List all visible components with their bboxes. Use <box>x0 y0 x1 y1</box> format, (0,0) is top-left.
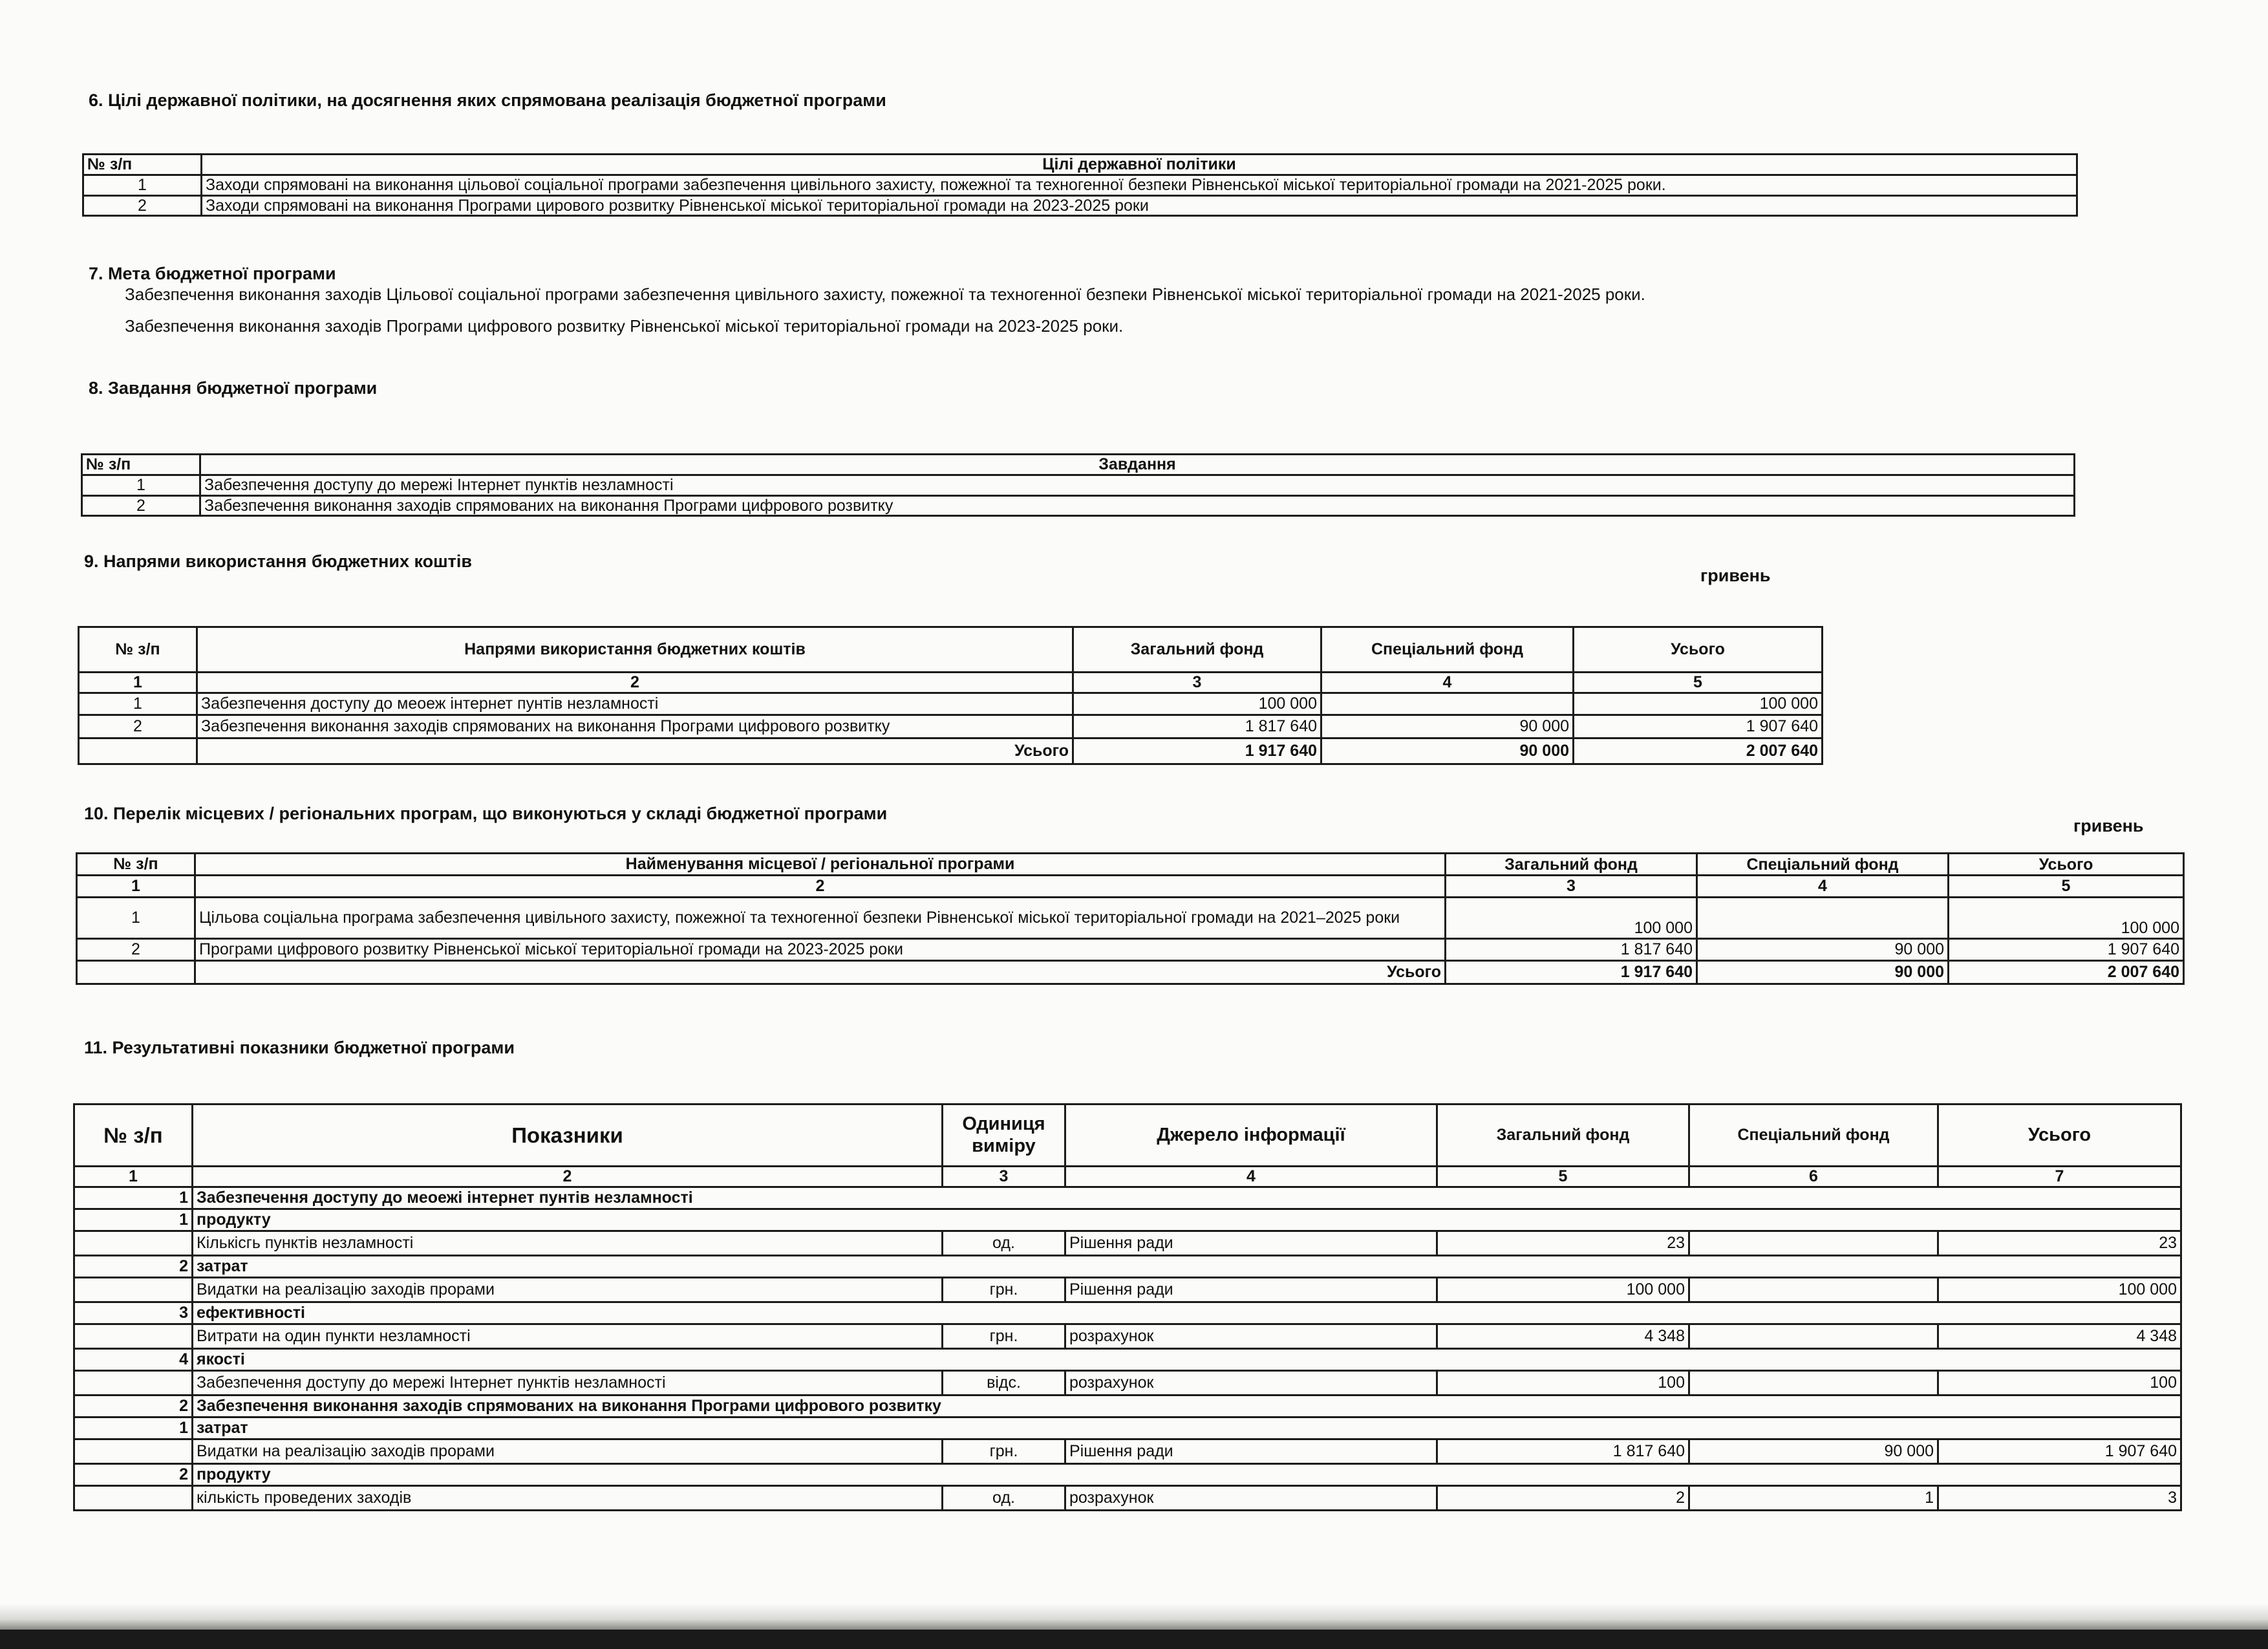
table-row <box>74 1277 2181 1302</box>
blank-cell <box>74 1439 193 1463</box>
group-title: якості <box>193 1348 2181 1370</box>
special-fund-value: 1 <box>1689 1485 1938 1510</box>
col-num: № з/п <box>77 854 195 876</box>
col-indicator: Показники <box>193 1105 943 1167</box>
table-row <box>77 939 2184 961</box>
row-text: Заходи спрямовані на виконання Програми цирового розвитку Рівненської міської територіальної громади на 2023-2025 роки <box>202 195 2077 216</box>
currency-unit: гривень <box>2073 816 2144 835</box>
col-num: № з/п <box>74 1105 193 1167</box>
indicator-name: Витрати на один пункти незламності <box>193 1324 943 1348</box>
special-fund-value <box>1689 1324 1938 1348</box>
col-unit: Одиниця виміру <box>943 1105 1065 1167</box>
col-source: Джерело інформації <box>1065 1105 1437 1167</box>
blank-cell <box>74 1485 193 1510</box>
col-special-fund: Спеціальний фонд <box>1321 627 1574 673</box>
blank-cell <box>74 1324 193 1348</box>
blank-cell <box>74 1370 193 1395</box>
section-8-heading: 8. Завдання бюджетної програми <box>89 378 378 398</box>
section-10-heading: 10. Перелік місцевих / регіональних програм, що виконуються у складі бюджетної програми <box>84 804 888 823</box>
general-fund-value: 100 000 <box>1073 693 1321 715</box>
indicator-source: розрахунок <box>1065 1324 1437 1348</box>
section-11-heading: 11. Результативні показники бюджетної програми <box>84 1038 515 1057</box>
table-row <box>79 715 1823 738</box>
col-index: 1 <box>77 876 195 898</box>
col-index: 1 <box>79 673 197 693</box>
group-row <box>74 1209 2181 1231</box>
tasks-table <box>81 453 2075 517</box>
sum-special: 90 000 <box>1321 738 1574 764</box>
general-fund-value: 100 000 <box>1437 1277 1689 1302</box>
task-title: Забезпечення доступу до меоежі інтернет пунтів незламності <box>193 1187 2181 1209</box>
indicator-source: розрахунок <box>1065 1485 1437 1510</box>
policy-goals-table <box>82 153 2078 217</box>
general-fund-value: 23 <box>1437 1231 1689 1255</box>
goal-line-2: Забезпечення виконання заходів Програми цифрового розвитку Рівненської міської територіальної громади на 2023-2025 роки. <box>125 316 1124 336</box>
col-special-fund: Спеціальний фонд <box>1697 854 1949 876</box>
row-text: Цільова соціальна програма забезпечення цивільного захисту, пожежної та техногенної безпеки Рівненської міської територіальної громади на 2021–2025 роки <box>195 898 1446 939</box>
sum-general: 1 917 640 <box>1073 738 1321 764</box>
special-fund-value <box>1689 1370 1938 1395</box>
row-text: Забезпечення виконання заходів спрямованих на виконання Програми цифрового розвитку <box>197 715 1073 738</box>
group-title: продукту <box>193 1463 2181 1485</box>
table-row <box>82 475 2075 495</box>
goal-line-1: Забезпечення виконання заходів Цільової соціальної програми забезпечення цивільного захисту, пожежної та техногенної безпеки Рівненської міської територіальної громади на 2021-2025 роки. <box>125 285 1645 304</box>
sum-special: 90 000 <box>1697 961 1949 984</box>
indicator-unit: од. <box>943 1485 1065 1510</box>
total-value: 100 000 <box>1938 1277 2181 1302</box>
row-num: 1 <box>74 1417 193 1439</box>
total-value: 4 348 <box>1938 1324 2181 1348</box>
general-fund-value: 1 817 640 <box>1073 715 1321 738</box>
row-num: 1 <box>74 1209 193 1231</box>
indicator-name: Видатки на реалізацію заходів прорами <box>193 1439 943 1463</box>
group-title: затрат <box>193 1417 2181 1439</box>
blank-cell <box>77 961 195 984</box>
row-num: 2 <box>74 1255 193 1277</box>
col-num: № з/п <box>82 455 200 475</box>
scan-border <box>0 1630 2268 1649</box>
col-index: 4 <box>1065 1167 1437 1187</box>
table-row <box>74 1485 2181 1510</box>
indicator-source: Рішення ради <box>1065 1277 1437 1302</box>
col-index: 3 <box>1073 673 1321 693</box>
group-title: ефективності <box>193 1302 2181 1324</box>
indicator-unit: грн. <box>943 1439 1065 1463</box>
table-row <box>74 1439 2181 1463</box>
performance-indicators-table <box>73 1103 2182 1511</box>
sum-general: 1 917 640 <box>1446 961 1697 984</box>
general-fund-value: 100 000 <box>1446 898 1697 939</box>
row-text: Забезпечення доступу до меоеж інтернет пунтів незламності <box>197 693 1073 715</box>
general-fund-value: 1 817 640 <box>1446 939 1697 961</box>
total-value: 1 907 640 <box>1949 939 2184 961</box>
col-index: 2 <box>197 673 1073 693</box>
col-index: 1 <box>74 1167 193 1187</box>
special-fund-value <box>1689 1231 1938 1255</box>
col-index: 4 <box>1321 673 1574 693</box>
indicator-unit: відс. <box>943 1370 1065 1395</box>
table-row <box>74 1324 2181 1348</box>
table-row <box>74 1370 2181 1395</box>
sum-label: Усього <box>195 961 1446 984</box>
currency-unit: гривень <box>1700 566 1771 585</box>
table-row <box>79 693 1823 715</box>
col-index: 5 <box>1437 1167 1689 1187</box>
col-general-fund: Загальний фонд <box>1446 854 1697 876</box>
special-fund-value: 90 000 <box>1321 715 1574 738</box>
col-direction: Напрями використання бюджетних коштів <box>197 627 1073 673</box>
col-index: 6 <box>1689 1167 1938 1187</box>
col-goal: Цілі державної політики <box>202 155 2077 175</box>
indicator-name: Забезпечення доступу до мережі Інтернет пунктів незламності <box>193 1370 943 1395</box>
table-row <box>82 495 2075 516</box>
row-num: 4 <box>74 1348 193 1370</box>
group-row <box>74 1463 2181 1485</box>
special-fund-value <box>1689 1277 1938 1302</box>
row-num: 2 <box>83 195 202 216</box>
sum-total: 2 007 640 <box>1574 738 1823 764</box>
row-num: 1 <box>74 1187 193 1209</box>
row-num: 1 <box>77 898 195 939</box>
col-general-fund: Загальний фонд <box>1073 627 1321 673</box>
total-value: 100 000 <box>1574 693 1823 715</box>
sum-row <box>77 961 2184 984</box>
col-index: 7 <box>1938 1167 2181 1187</box>
budget-directions-table <box>78 626 1823 765</box>
section-9-heading: 9. Напрями використання бюджетних коштів <box>84 552 472 571</box>
col-task: Завдання <box>200 455 2075 475</box>
total-value: 3 <box>1938 1485 2181 1510</box>
indicator-rows <box>74 1187 2181 1510</box>
col-total: Усього <box>1938 1105 2181 1167</box>
programs-table <box>76 852 2185 985</box>
row-num: 1 <box>82 475 200 495</box>
row-num: 1 <box>79 693 197 715</box>
special-fund-value: 90 000 <box>1697 939 1949 961</box>
indicator-name: Кількісгь пунктів незламності <box>193 1231 943 1255</box>
col-general-fund: Загальний фонд <box>1437 1105 1689 1167</box>
total-value: 100 000 <box>1949 898 2184 939</box>
row-num: 3 <box>74 1302 193 1324</box>
special-fund-value <box>1697 898 1949 939</box>
row-num: 2 <box>74 1463 193 1485</box>
indicator-unit: грн. <box>943 1277 1065 1302</box>
indicator-unit: грн. <box>943 1324 1065 1348</box>
col-index: 4 <box>1697 876 1949 898</box>
table-row <box>83 175 2077 195</box>
indicator-name: кількість проведених заходів <box>193 1485 943 1510</box>
col-index: 5 <box>1949 876 2184 898</box>
blank-cell <box>74 1231 193 1255</box>
table-row <box>74 1231 2181 1255</box>
indicator-unit: од. <box>943 1231 1065 1255</box>
row-text: Заходи спрямовані на виконання цільової соціальної програми забезпечення цивільного захисту, пожежної та техногенної безпеки Рівненської міської територіальної громади на 2021-2025 роки. <box>202 175 2077 195</box>
row-text: Забезпечення доступу до мережі Інтернет пунктів незламності <box>200 475 2075 495</box>
special-fund-value: 90 000 <box>1689 1439 1938 1463</box>
col-num: № з/п <box>83 155 202 175</box>
scan-edge <box>0 1604 2268 1630</box>
table-row <box>83 195 2077 216</box>
sum-total: 2 007 640 <box>1949 961 2184 984</box>
indicator-source: розрахунок <box>1065 1370 1437 1395</box>
row-num: 1 <box>83 175 202 195</box>
general-fund-value: 2 <box>1437 1485 1689 1510</box>
row-num: 2 <box>74 1395 193 1417</box>
general-fund-value: 1 817 640 <box>1437 1439 1689 1463</box>
blank-cell <box>79 738 197 764</box>
col-num: № з/п <box>79 627 197 673</box>
group-row <box>74 1255 2181 1277</box>
row-num: 2 <box>77 939 195 961</box>
row-num: 2 <box>82 495 200 516</box>
group-title: продукту <box>193 1209 2181 1231</box>
col-index: 2 <box>193 1167 943 1187</box>
group-row <box>74 1417 2181 1439</box>
col-program-name: Найменування місцевої / регіональної програми <box>195 854 1446 876</box>
section-7-heading: 7. Мета бюджетної програми <box>89 264 336 283</box>
task-title: Забезпечення виконання заходів спрямованих на виконання Програми цифрового розвитку <box>193 1395 2181 1417</box>
task-row <box>74 1395 2181 1417</box>
col-index: 5 <box>1574 673 1823 693</box>
col-index: 3 <box>943 1167 1065 1187</box>
row-text: Забезпечення виконання заходів спрямованих на виконання Програми цифрового розвитку <box>200 495 2075 516</box>
general-fund-value: 4 348 <box>1437 1324 1689 1348</box>
col-total: Усього <box>1949 854 2184 876</box>
col-index: 3 <box>1446 876 1697 898</box>
group-row <box>74 1348 2181 1370</box>
indicator-name: Видатки на реалізацію заходів прорами <box>193 1277 943 1302</box>
section-6-heading: 6. Цілі державної політики, на досягнення яких спрямована реалізація бюджетної програми <box>89 91 886 110</box>
general-fund-value: 100 <box>1437 1370 1689 1395</box>
row-text: Програми цифрового розвитку Рівненської міської територіальної громади на 2023-2025 роки <box>195 939 1446 961</box>
special-fund-value <box>1321 693 1574 715</box>
total-value: 23 <box>1938 1231 2181 1255</box>
task-row <box>74 1187 2181 1209</box>
group-row <box>74 1302 2181 1324</box>
indicator-source: Рішення ради <box>1065 1231 1437 1255</box>
sum-label: Усього <box>197 738 1073 764</box>
row-num: 2 <box>79 715 197 738</box>
indicator-source: Рішення ради <box>1065 1439 1437 1463</box>
total-value: 1 907 640 <box>1574 715 1823 738</box>
sum-row <box>79 738 1823 764</box>
col-index: 2 <box>195 876 1446 898</box>
total-value: 1 907 640 <box>1938 1439 2181 1463</box>
col-special-fund: Спеціальний фонд <box>1689 1105 1938 1167</box>
table-row <box>77 898 2184 939</box>
total-value: 100 <box>1938 1370 2181 1395</box>
col-total: Усього <box>1574 627 1823 673</box>
blank-cell <box>74 1277 193 1302</box>
group-title: затрат <box>193 1255 2181 1277</box>
